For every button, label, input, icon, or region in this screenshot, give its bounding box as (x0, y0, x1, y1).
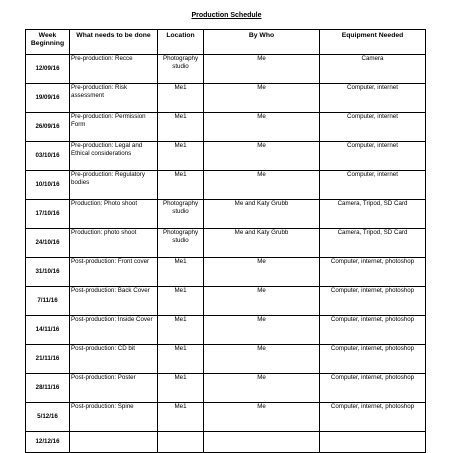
cell-location: Me1 (158, 287, 204, 316)
table-row (26, 316, 426, 345)
table-row (26, 113, 426, 142)
cell-equipment: Computer, internet, photoshop (320, 258, 426, 287)
production-schedule-table (25, 29, 426, 453)
page-title: Production Schedule (191, 12, 262, 19)
cell-who: Me (204, 142, 320, 171)
cell-who: Me and Katy Grubb (204, 229, 320, 258)
header-location: Location (158, 30, 204, 55)
table-row (26, 229, 426, 258)
table-row (26, 345, 426, 374)
cell-equipment: Computer, internet (320, 142, 426, 171)
header-equipment-needed: Equipment Needed (320, 30, 426, 55)
table-row (26, 258, 426, 287)
table-header-row (26, 30, 426, 55)
cell-equipment: Computer, internet, photoshop (320, 316, 426, 345)
cell-who: Me (204, 258, 320, 287)
cell-equipment: Computer, internet, photoshop (320, 345, 426, 374)
cell-location: Me1 (158, 171, 204, 200)
cell-task: Post-production: Back Cover (70, 287, 158, 316)
header-what-needs-to-be-done: What needs to be done (70, 30, 158, 55)
cell-task: Post-production: Spine (70, 403, 158, 432)
cell-week: 03/10/16 (26, 142, 70, 171)
cell-location: Photography studio (158, 229, 204, 258)
cell-location: Me1 (158, 403, 204, 432)
cell-location: Me1 (158, 142, 204, 171)
cell-location: Me1 (158, 374, 204, 403)
table-row (26, 287, 426, 316)
cell-week: 12/12/16 (26, 432, 70, 453)
cell-equipment: Camera (320, 55, 426, 84)
cell-task (70, 432, 158, 453)
cell-who: Me and Katy Grubb (204, 200, 320, 229)
cell-location: Photography studio (158, 200, 204, 229)
cell-week: 14/11/16 (26, 316, 70, 345)
cell-who: Me (204, 84, 320, 113)
cell-who: Me (204, 171, 320, 200)
cell-task: Pre-production: Risk assessment (70, 84, 158, 113)
cell-week: 26/09/16 (26, 113, 70, 142)
cell-equipment: Camera, Tripod, SD Card (320, 200, 426, 229)
cell-who (204, 432, 320, 453)
cell-task: Production: Photo shoot (70, 200, 158, 229)
cell-task: Post-production: Front cover (70, 258, 158, 287)
cell-week: 12/09/16 (26, 55, 70, 84)
table-row (26, 55, 426, 84)
cell-task: Pre-production: Recce (70, 55, 158, 84)
cell-equipment: Computer, internet (320, 113, 426, 142)
cell-location: Me1 (158, 345, 204, 374)
cell-equipment (320, 432, 426, 453)
cell-task: Pre-production: Permission Form (70, 113, 158, 142)
table-row (26, 374, 426, 403)
cell-equipment: Computer, internet, photoshop (320, 403, 426, 432)
cell-who: Me (204, 287, 320, 316)
cell-location: Me1 (158, 113, 204, 142)
cell-location: Me1 (158, 316, 204, 345)
cell-week: 28/11/16 (26, 374, 70, 403)
cell-location: Me1 (158, 258, 204, 287)
cell-who: Me (204, 374, 320, 403)
cell-equipment: Computer, internet (320, 171, 426, 200)
cell-week: 24/10/16 (26, 229, 70, 258)
header-by-who: By Who (204, 30, 320, 55)
cell-task: Pre-production: Regulatory bodies (70, 171, 158, 200)
cell-week: 7/11/16 (26, 287, 70, 316)
cell-equipment: Computer, internet, photoshop (320, 374, 426, 403)
cell-location (158, 432, 204, 453)
cell-task: Post-production: Inside Cover (70, 316, 158, 345)
cell-who: Me (204, 113, 320, 142)
cell-week: 19/09/16 (26, 84, 70, 113)
table-row (26, 142, 426, 171)
cell-task: Post-production: Poster (70, 374, 158, 403)
cell-location: Photography studio (158, 55, 204, 84)
cell-task: Post-production: CD bit (70, 345, 158, 374)
cell-task: Production: photo shoot (70, 229, 158, 258)
cell-week: 21/11/16 (26, 345, 70, 374)
cell-week: 5/12/16 (26, 403, 70, 432)
cell-week: 31/10/16 (26, 258, 70, 287)
cell-equipment: Computer, internet (320, 84, 426, 113)
table-row (26, 171, 426, 200)
cell-who: Me (204, 345, 320, 374)
cell-week: 17/10/16 (26, 200, 70, 229)
table-row (26, 432, 426, 453)
cell-location: Me1 (158, 84, 204, 113)
cell-who: Me (204, 55, 320, 84)
cell-week: 10/10/16 (26, 171, 70, 200)
cell-who: Me (204, 403, 320, 432)
table-row (26, 200, 426, 229)
cell-equipment: Computer, internet, photoshop (320, 287, 426, 316)
table-row (26, 84, 426, 113)
cell-equipment: Camera, Tripod, SD Card (320, 229, 426, 258)
header-week-beginning: Week Beginning (26, 30, 70, 55)
cell-task: Pre-production: Legal and Ethical considerations (70, 142, 158, 171)
table-row (26, 403, 426, 432)
cell-who: Me (204, 316, 320, 345)
